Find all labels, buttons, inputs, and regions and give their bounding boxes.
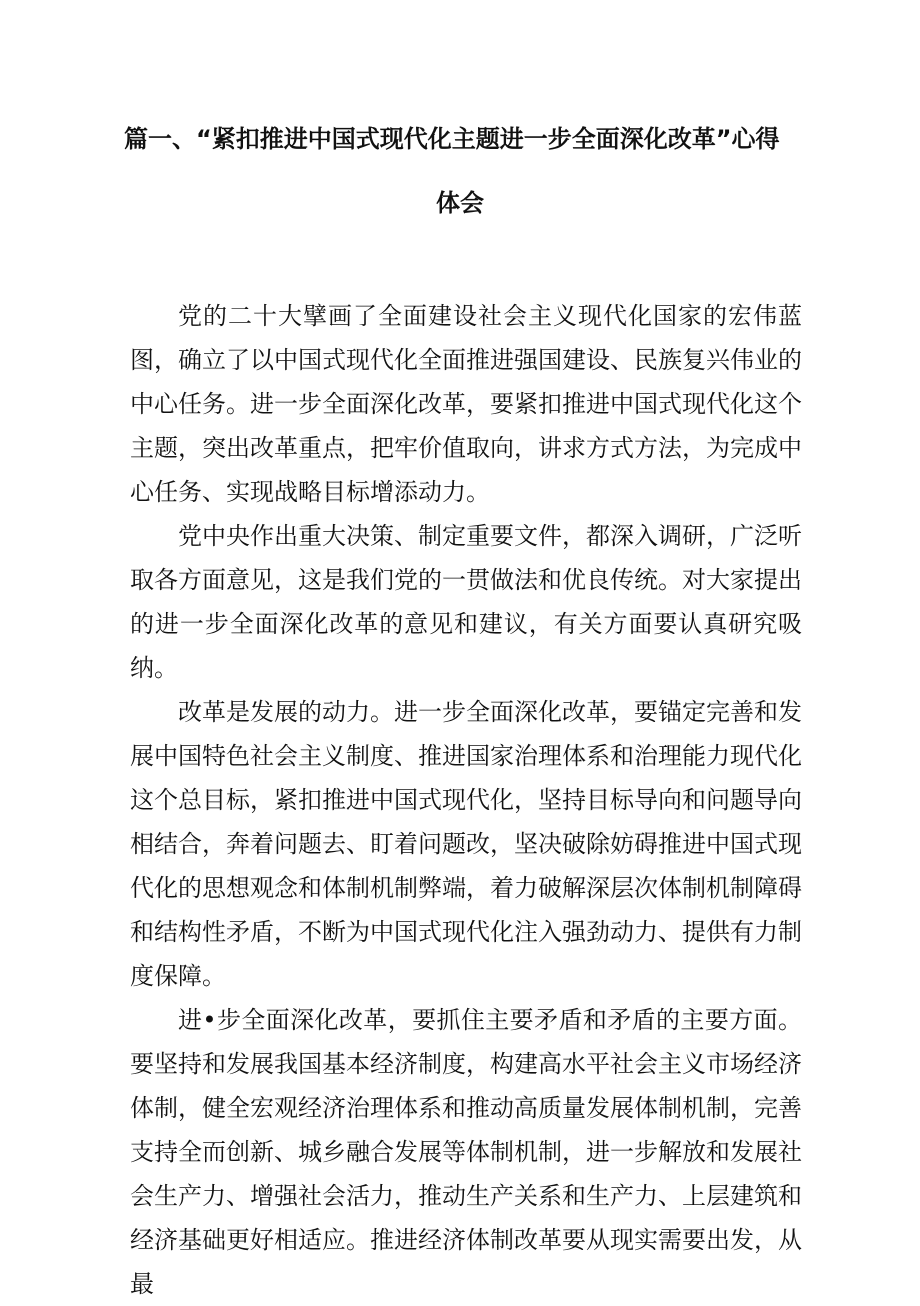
document-body [130, 294, 802, 1306]
paragraph-2: 党中央作出重大决策、制定重要文件，都深入调研，广泛听取各方面意见，这是我们党的一贯做法和优良传统。对大家提出的进一步全面深化改革的意见和建议，有关方面要认真研究吸纳。 [130, 522, 802, 682]
paragraph-3: 改革是发展的动力。进一步全面深化改革，要锚定完善和发展中国特色社会主义制度、推进国家治理体系和治理能力现代化这个总目标，紧扣推进中国式现代化，坚持目标导向和问题导向相结合，奔着问题去、盯着问题改，坚决破除妨碍推进中国式现代化的思想观念和体制机制弊端，着力破解深层次体制机制障碍和结构性矛盾，不断为中国式现代化注入强劲动力、提供有力制度保障。 [130, 698, 802, 990]
paragraph-1: 党的二十大擘画了全面建设社会主义现代化国家的宏伟蓝图，确立了以中国式现代化全面推进强国建设、民族复兴伟业的中心任务。进一步全面深化改革，要紧扣推进中国式现代化这个主题，突出改革重点，把牢价值取向，讲求方式方法，为完成中心任务、实现战略目标增添动力。 [130, 302, 802, 506]
paragraph-4: 进•步全面深化改革，要抓住主要矛盾和矛盾的主要方面。要坚持和发展我国基本经济制度，构建高水平社会主义市场经济体制，健全宏观经济治理体系和推动高质量发展体制机制，完善支持全而创新、城乡融合发展等体制机制，进一步解放和发展社会生产力、增强社会活力，推动生产关系和生产力、上层建筑和经济基础更好相适应。推进经济体制改革要从现实需要出发，从最 [130, 1006, 802, 1298]
document-title [124, 124, 796, 218]
title-line-1: 篇一、“紧扣推进中国式现代化主题进一步全面深化改革”心得 [124, 125, 780, 153]
title-line-2: 体会 [436, 189, 484, 217]
